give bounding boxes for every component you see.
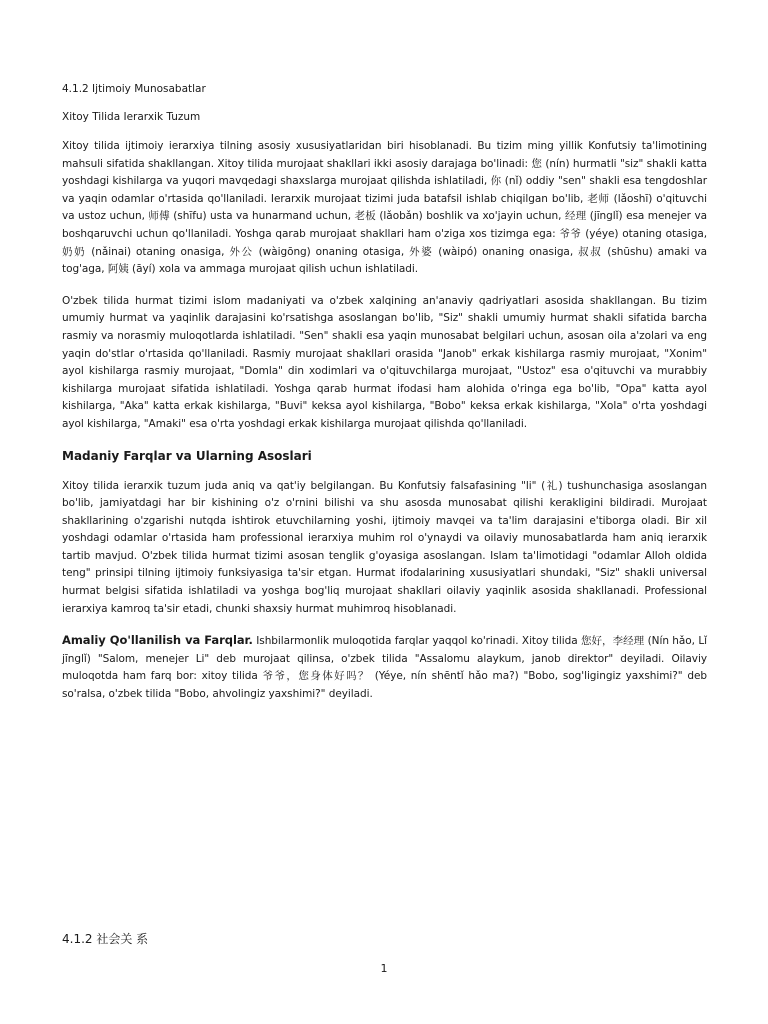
paragraph-chinese-hierarchy: Xitoy tilida ijtimoiy ierarxiya tilning asosiy xususiyatlaridan biri hisoblanadi. Bu tizim ming yillik Konfutsiy ta'limotining mahsuli sifatida shakllangan. Xitoy tilida murojaat shakllari ikki asosiy darajaga bo'linadi: 您 (nín) hurmatli "siz" shakli katta yoshdagi kishilarga va yuqori mavqedagi shaxslarga murojaat qilishda ishlatiladi, 你 (nǐ) oddiy "sen" shakli esa tengdoshlar va yaqin odamlar o'rtasida qo'llaniladi. Ierarxik murojaat tizimi juda batafsil ishlab chiqilgan bo'lib, 老师 (lǎoshī) o'qituvchi va ustoz uchun, 师傅 (shīfu) usta va hunarmand uchun, 老板 (lǎobǎn) boshlik va xo'jayin uchun, 经理 (jīnglǐ) esa menejer va boshqaruvchi uchun qo'llaniladi. Yoshga qarab murojaat shakllari ham o'ziga xos tizimga ega: 爷爷 (yéye) otaning otasiga, 奶奶 (nǎinai) otaning onasiga, 外公 (wàigōng) onaning otasiga, 外婆 (wàipó) onaning onasiga, 叔叔 (shūshu) amaki va tog'aga, 阿姨 (āyí) xola va ammaga murojaat qilish uchun ishlatiladi.: [62, 140, 707, 276]
paragraph-lead-bold: Amaliy Qo'llanilish va Farqlar.: [62, 633, 253, 648]
section-heading-cultural-differences: Madaniy Farqlar va Ularning Asoslari: [62, 448, 312, 463]
section-number-heading: 4.1.2 Ijtimoiy Munosabatlar: [62, 83, 206, 95]
next-section-heading: 4.1.2 社会关 系: [62, 932, 149, 946]
page-number: 1: [380, 962, 388, 975]
paragraph-cultural-basis: Xitoy tilida ierarxik tuzum juda aniq va qat'iy belgilangan. Bu Konfutsiy falsafasining "li" (礼) tushunchasiga asoslangan bo'lib, jamiyatdagi har bir kishining o'z o'rnini bilishi va shu asosda munosabat qilishi kerakligini bildiradi. Murojaat shakllarining o'zgarishi nutqda ishtirok etuvchilarning yoshi, ijtimoiy mavqei va ta'lim darajasini e'tiborga oladi. Bir xil yoshdagi odamlar o'rtasida ham professional ierarxiya muhim rol o'ynaydi va oilaviy munosabatlarda ham aniq ierarxik tartib mavjud. O'zbek tilida hurmat tizimi asosan tenglik g'oyasiga asoslangan. Islam ta'limotidagi "odamlar Alloh oldida teng" prinsipi tilning ijtimoiy funksiyasiga ta'sir etgan. Hurmat ifodalarining xususiyatlari shundaki, "Siz" shakli universal hurmat belgisi sifatida ishlatiladi va yoshga bog'liq murojaat shakllari oilaviy yaqinlik asosida shakllanadi. Professional ierarxiya kamroq ta'sir etadi, chunki shaxsiy hurmat muhimroq hisoblanadi.: [62, 479, 707, 615]
subsection-title: Xitoy Tilida Ierarxik Tuzum: [62, 111, 201, 123]
page-content: [62, 82, 707, 718]
paragraph-uzbek-respect: O'zbek tilida hurmat tizimi islom madaniyati va o'zbek xalqining an'anaviy qadriyatlari asosida shakllangan. Bu tizim umumiy hurmat va yaqinlik darajasini ko'rsatishga asoslangan bo'lib, "Siz" shakli umumiy hurmat shakli sifatida barcha rasmiy va norasmiy muloqotlarda ishlatiladi. "Sen" shakli esa yaqin munosabat belgilari uchun, asosan oila a'zolari va eng yaqin do'stlar o'rtasida qo'llaniladi. Rasmiy murojaat shakllari orasida "Janob" erkak kishilarga rasmiy murojaat, "Xonim" ayol kishilarga rasmiy murojaat, "Domla" din xodimlari va o'qituvchilarga murojaat, "Ustoz" esa o'qituvchi va murabbiy kishilarga murojaat sifatida ishlatiladi. Yoshga qarab hurmat ifodasi ham alohida o'ringa ega bo'lib, "Opa" katta ayol kishilarga, "Aka" katta erkak kishilarga, "Buvi" keksa ayol kishilarga, "Bobo" keksa erkak kishilarga, "Xola" o'rta yoshdagi ayol kishilarga, "Amaki" esa o'rta yoshdagi erkak kishilarga murojaat qilishda qo'llaniladi.: [62, 294, 707, 430]
paragraph-practical-usage: [62, 632, 707, 703]
paragraph-practical-body: Ishbilarmonlik muloqotida farqlar yaqqol ko'rinadi. Xitoy tilida 您好，李经理 (Nín hǎo, Lǐ jīnglǐ) "Salom, menejer Li" deb murojaat qilinsa, o'zbek tilida "Assalomu alaykum, janob direktor" deyiladi. Oilaviy muloqotda ham farq bor: xitoy tilida 爷爷，您身体好吗？ (Yéye, nín shēntǐ hǎo ma?) "Bobo, sog'ligingiz yaxshimi?" deb so'ralsa, o'zbek tilida "Bobo, ahvolingiz yaxshimi?" deyiladi.: [62, 635, 707, 701]
